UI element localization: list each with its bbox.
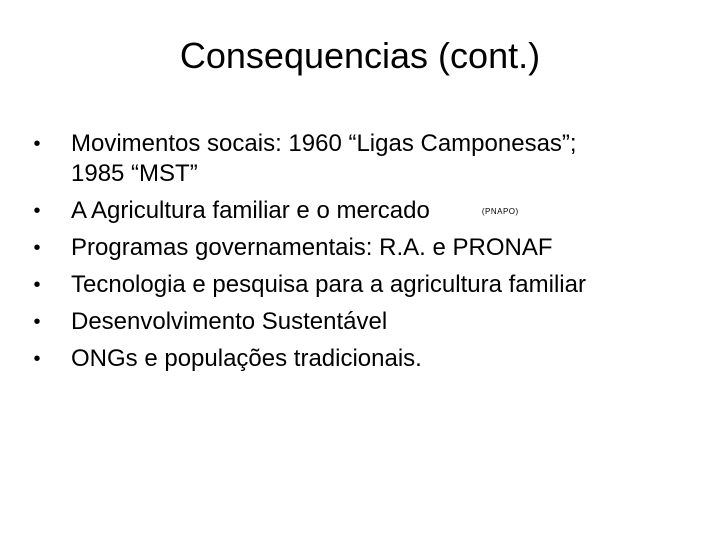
- bullet-text: Tecnologia e pesquisa para a agricultura familiar: [71, 271, 586, 298]
- bullet-text: Movimentos socais: 1960 “Ligas Camponesas”;: [71, 130, 577, 157]
- slide-title: Consequencias (cont.): [179, 35, 541, 76]
- bullet-dot-icon: •: [33, 311, 41, 333]
- bullet-dot-icon: •: [33, 237, 41, 259]
- bullet-text: ONGs e populações tradicionais.: [71, 345, 422, 372]
- bullet-item-desenvolvimento-sustentavel: [28, 307, 708, 337]
- bullet-dot-icon: •: [33, 348, 41, 370]
- bullet-dot-icon: •: [33, 274, 41, 296]
- bullet-text: Desenvolvimento Sustentável: [71, 308, 388, 335]
- pnapo-note: (PNAPO): [481, 206, 519, 216]
- bullet-dot-icon: •: [33, 200, 41, 222]
- bullet-item-agricultura-familiar: [28, 196, 708, 226]
- bullet-text: A Agricultura familiar e o mercado: [71, 197, 430, 224]
- bullet-item-movimentos-sociais: [28, 129, 708, 189]
- bullet-text: Programas governamentais: R.A. e PRONAF: [71, 234, 553, 261]
- bullet-dot-icon: •: [33, 133, 41, 155]
- bullet-item-ongs-populacoes: [28, 344, 708, 374]
- bullet-item-programas-governamentais: [28, 233, 708, 263]
- bullet-item-tecnologia-pesquisa: [28, 270, 708, 300]
- bullet-list: [28, 129, 708, 381]
- bullet-text-continuation: 1985 “MST”: [71, 160, 198, 187]
